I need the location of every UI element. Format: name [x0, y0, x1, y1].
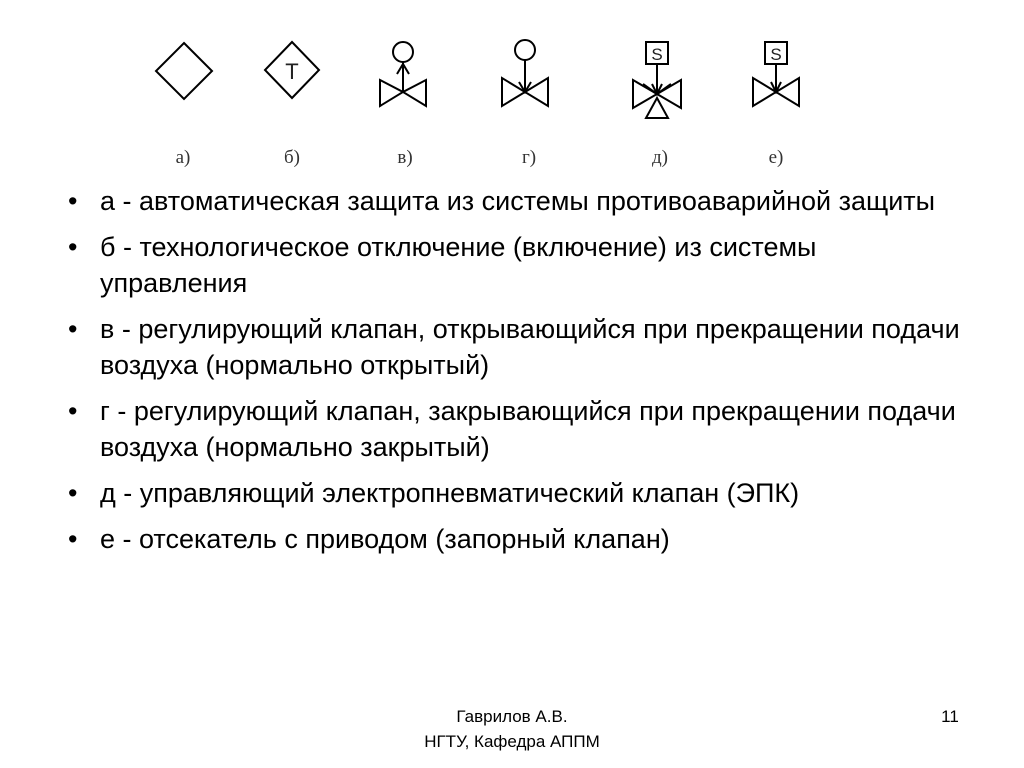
symbols-figure	[0, 0, 1024, 180]
symbol-caption-b: б)	[284, 147, 300, 168]
symbol-caption-a: а)	[175, 147, 191, 168]
list-item	[68, 183, 968, 219]
footer-department: НГТУ, Кафедра АППМ	[424, 732, 600, 751]
bullet-icon: •	[68, 524, 78, 554]
solenoid-valve-icon	[633, 42, 681, 118]
symbol-caption-g: г)	[521, 147, 537, 168]
symbol-caption-v: в)	[397, 147, 413, 168]
list-item-text: в - регулирующий клапан, открывающийся при прекращении подачи воздуха (нормально открытый)	[100, 314, 960, 380]
bullet-icon: •	[68, 186, 78, 216]
diamond-t-icon	[265, 42, 319, 98]
symbol-caption-d: д)	[652, 147, 668, 168]
list-item	[68, 521, 968, 557]
diamond-icon	[156, 43, 212, 99]
valve-normally-open-icon	[380, 42, 426, 106]
valve-normally-closed-icon	[502, 40, 548, 106]
bullet-icon: •	[68, 232, 78, 262]
page-number: 11	[941, 707, 959, 726]
footer-author-name: Гаврилов А.В.	[456, 707, 568, 726]
footer-author	[380, 704, 644, 754]
solenoid-letter: S	[651, 45, 663, 64]
shutoff-valve-icon	[753, 42, 799, 106]
bullet-icon: •	[68, 396, 78, 426]
list-item-text: д - управляющий электропневматический клапан (ЭПК)	[100, 478, 800, 508]
list-item	[68, 475, 968, 511]
symbols-row	[0, 0, 1024, 180]
shutoff-letter: S	[770, 45, 782, 64]
list-item	[68, 393, 968, 465]
list-item-text: г - регулирующий клапан, закрывающийся при прекращении подачи воздуха (нормально закрытый)	[100, 396, 956, 462]
list-item	[68, 229, 968, 301]
list-item-text: а - автоматическая защита из системы противоаварийной защиты	[100, 186, 936, 216]
symbol-caption-e: е)	[768, 147, 784, 168]
list-item-text: б - технологическое отключение (включение) из системы управления	[100, 232, 817, 298]
legend-list	[68, 183, 968, 567]
diamond-letter: T	[285, 59, 299, 84]
list-item	[68, 311, 968, 383]
list-item-text: е - отсекатель с приводом (запорный клапан)	[100, 524, 670, 554]
bullet-icon: •	[68, 314, 78, 344]
bullet-icon: •	[68, 478, 78, 508]
